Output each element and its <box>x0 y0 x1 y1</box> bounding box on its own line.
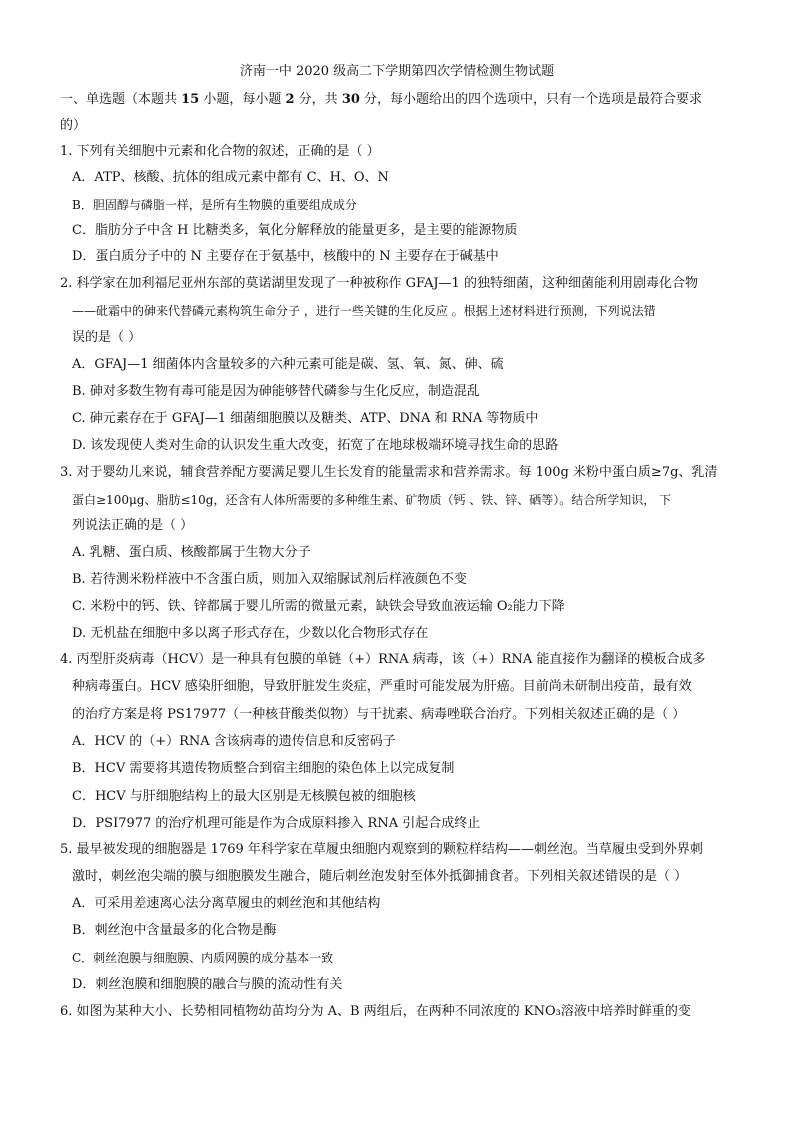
q2-option-a: A．GFAJ—1 细菌体内含量较多的六种元素可能是碳、氢、氧、氮、砷、硫 <box>72 357 504 372</box>
section-heading-cont: 的） <box>60 118 87 133</box>
section-heading-text: 小题，每小题 <box>199 92 286 107</box>
q3-stem-line1: 3. 对于婴幼儿来说，辅食营养配方要满足婴儿生长发育的能量需求和营养需求。每 100g 米粉中蛋白质≥7g、乳清 <box>60 465 718 480</box>
q3-option-b: B. 若待测米粉样液中不含蛋白质，则加入双缩脲试剂后样液颜色不变 <box>72 572 467 587</box>
q1-option-b: B．胆固醇与磷脂一样，是所有生物膜的重要组成成分 <box>72 198 357 212</box>
section-heading-text: 分，共 <box>294 92 342 107</box>
q4-stem-line1: 4. 丙型肝炎病毒（HCV）是一种具有包膜的单链（+）RNA 病毒，该（+）RNA 能直接作为翻译的模板合成多 <box>60 652 706 667</box>
q4-option-d: D．PSI7977 的治疗机理可能是作为合成原料掺入 RNA 引起合成终止 <box>72 816 481 831</box>
q2-stem-line2: ——砒霜中的砷来代替磷元素构筑生命分子 ，进行一些关键的生化反应 。根据上述材料进行预测，下列说法错 <box>72 304 656 318</box>
q3-option-c: C. 米粉中的钙、铁、锌都属于婴儿所需的微量元素，缺铁会导致血液运输 O₂能力下降 <box>72 599 565 614</box>
q4-option-a: A．HCV 的（+）RNA 含该病毒的遗传信息和反密码子 <box>72 734 396 749</box>
points-per-question: 2 <box>285 92 295 107</box>
q4-option-b: B．HCV 需要将其遗传物质整合到宿主细胞的染色体上以完成复制 <box>72 761 455 776</box>
q5-stem-line2: 激时，刺丝泡尖端的膜与细胞膜发生融合，随后刺丝泡发射至体外抵御捕食者。下列相关叙述错误的是（ ） <box>72 869 688 884</box>
total-points: 30 <box>341 92 360 107</box>
q1-option-a: A．ATP、核酸、抗体的组成元素中都有 C、H、O、N <box>72 170 389 185</box>
q5-option-d: D．刺丝泡膜和细胞膜的融合与膜的流动性有关 <box>72 977 343 992</box>
question-count: 15 <box>181 92 200 107</box>
q6-stem-line1: 6. 如图为某种大小、长势相同植物幼苗均分为 A、B 两组后，在两种不同浓度的 KNO₃溶液中培养时鲜重的变 <box>60 1004 691 1019</box>
q1-option-d: D．蛋白质分子中的 N 主要存在于氨基中，核酸中的 N 主要存在于碱基中 <box>72 249 499 264</box>
section-heading-text: 分，每小题给出的四个选项中，只有一个选项是最符合要求 <box>359 92 703 107</box>
q3-stem-line3: 列说法正确的是（ ） <box>72 518 194 533</box>
q5-option-a: A．可采用差速离心法分离草履虫的刺丝泡和其他结构 <box>72 896 381 911</box>
q2-option-d: D. 该发现使人类对生命的认识发生重大改变，拓宽了在地球极端环境寻找生命的思路 <box>72 438 559 453</box>
exam-title: 济南一中 2020 级高二下学期第四次学情检测生物试题 <box>239 64 555 79</box>
q4-stem-line3: 的治疗方案是将 PS17977（一种核苷酸类似物）与干扰素、病毒唑联合治疗。下列相关叙述正确的是（ ） <box>72 707 686 722</box>
q2-stem-line1: 2. 科学家在加利福尼亚州东部的莫诺湖里发现了一种被称作 GFAJ—1 的独特细菌，这种细菌能利用剧毒化合物 <box>60 276 698 291</box>
q3-stem-line2: 蛋白≥100μg、脂肪≤10g，还含有人体所需要的多种维生素、矿物质（钙 、铁、锌、硒等）。结合所学知识， 下 <box>72 493 672 507</box>
section-heading <box>60 92 702 108</box>
q4-stem-line2: 种病毒蛋白。HCV 感染肝细胞，导致肝脏发生炎症，严重时可能发展为肝癌。目前尚未研制出疫苗，最有效 <box>72 679 692 694</box>
section-heading-text: 一、单选题（本题共 <box>60 92 182 107</box>
q2-option-c: C. 砷元素存在于 GFAJ—1 细菌细胞膜以及糖类、ATP、DNA 和 RNA 等物质中 <box>72 411 539 426</box>
q5-option-c: C．刺丝泡膜与细胞膜、内质网膜的成分基本一致 <box>72 951 334 965</box>
q4-option-c: C．HCV 与肝细胞结构上的最大区别是无核膜包被的细胞核 <box>72 789 416 804</box>
q1-option-c: C．脂肪分子中含 H 比糖类多，氧化分解释放的能量更多，是主要的能源物质 <box>72 223 518 238</box>
q5-stem-line1: 5. 最早被发现的细胞器是 1769 年科学家在草履虫细胞内观察到的颗粒样结构——刺丝泡。当草履虫受到外界刺 <box>60 842 703 857</box>
q3-option-d: D. 无机盐在细胞中多以离子形式存在，少数以化合物形式存在 <box>72 626 429 641</box>
q5-option-b: B．刺丝泡中含量最多的化合物是酶 <box>72 923 277 938</box>
q2-option-b: B. 砷对多数生物有毒可能是因为砷能够替代磷参与生化反应，制造混乱 <box>72 384 480 399</box>
q2-stem-line3: 误的是（ ） <box>72 330 142 345</box>
q3-option-a: A. 乳糖、蛋白质、核酸都属于生物大分子 <box>72 545 311 560</box>
q1-stem: 1. 下列有关细胞中元素和化合物的叙述，正确的是（ ） <box>60 144 380 159</box>
